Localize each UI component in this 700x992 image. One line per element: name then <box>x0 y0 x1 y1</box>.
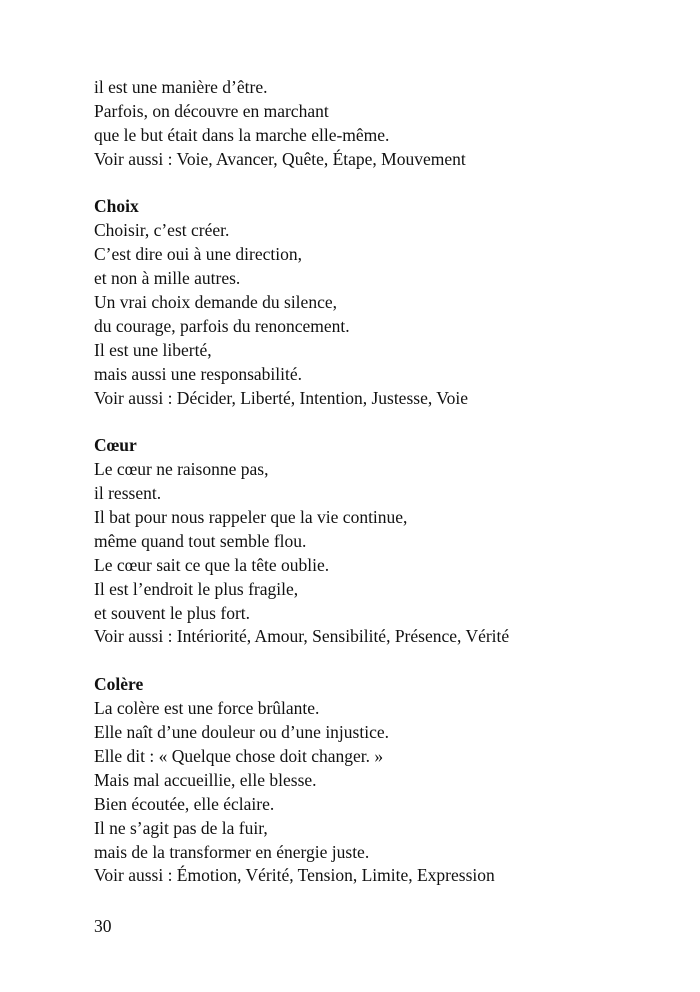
entry-term: Cœur <box>94 435 137 456</box>
page-number: 30 <box>94 916 112 936</box>
entry-coeur <box>94 434 654 649</box>
see-also-line: Voir aussi : Intériorité, Amour, Sensibilité, Présence, Vérité <box>94 626 510 647</box>
entry-term: Choix <box>94 196 139 217</box>
entry-line: Bien écoutée, elle éclaire. <box>94 793 275 814</box>
entry-line: il ressent. <box>94 483 162 504</box>
entry-line: Il bat pour nous rappeler que la vie continue, <box>94 507 408 528</box>
entry-colere <box>94 673 654 888</box>
entry-line: et souvent le plus fort. <box>94 602 251 623</box>
entry-line: La colère est une force brûlante. <box>94 698 320 719</box>
entry-line: Il ne s’agit pas de la fuir, <box>94 817 268 838</box>
entry-line: Il est l’endroit le plus fragile, <box>94 578 299 599</box>
entry-term: Colère <box>94 674 144 695</box>
entry-choix <box>94 195 654 410</box>
entry-line: il est une manière d’être. <box>94 77 268 97</box>
see-also-line: Voir aussi : Émotion, Vérité, Tension, Limite, Expression <box>94 865 495 886</box>
entry-line: mais aussi une responsabilité. <box>94 363 303 384</box>
entry-line: Elle naît d’une douleur ou d’une injustice. <box>94 722 389 743</box>
entry-line: C’est dire oui à une direction, <box>94 244 302 265</box>
entry-line: et non à mille autres. <box>94 268 241 289</box>
entry-line: Mais mal accueillie, elle blesse. <box>94 769 317 790</box>
entry-line: Parfois, on découvre en marchant <box>94 100 329 121</box>
entry-line: Le cœur sait ce que la tête oublie. <box>94 554 330 575</box>
page-body <box>94 76 654 912</box>
entry-line: même quand tout semble flou. <box>94 530 307 551</box>
entry-line: du courage, parfois du renoncement. <box>94 315 350 336</box>
entry-line: Choisir, c’est créer. <box>94 220 230 241</box>
see-also-line: Voir aussi : Voie, Avancer, Quête, Étape, Mouvement <box>94 148 466 169</box>
entry-line: Le cœur ne raisonne pas, <box>94 459 269 480</box>
entry-line: Il est une liberté, <box>94 339 212 360</box>
entry-line: mais de la transformer en énergie juste. <box>94 841 370 862</box>
entry-line: Un vrai choix demande du silence, <box>94 292 337 313</box>
entry-line: que le but était dans la marche elle-même. <box>94 124 390 145</box>
see-also-line: Voir aussi : Décider, Liberté, Intention, Justesse, Voie <box>94 387 469 408</box>
continued-entry <box>94 76 654 172</box>
entry-line: Elle dit : « Quelque chose doit changer. » <box>94 745 384 766</box>
